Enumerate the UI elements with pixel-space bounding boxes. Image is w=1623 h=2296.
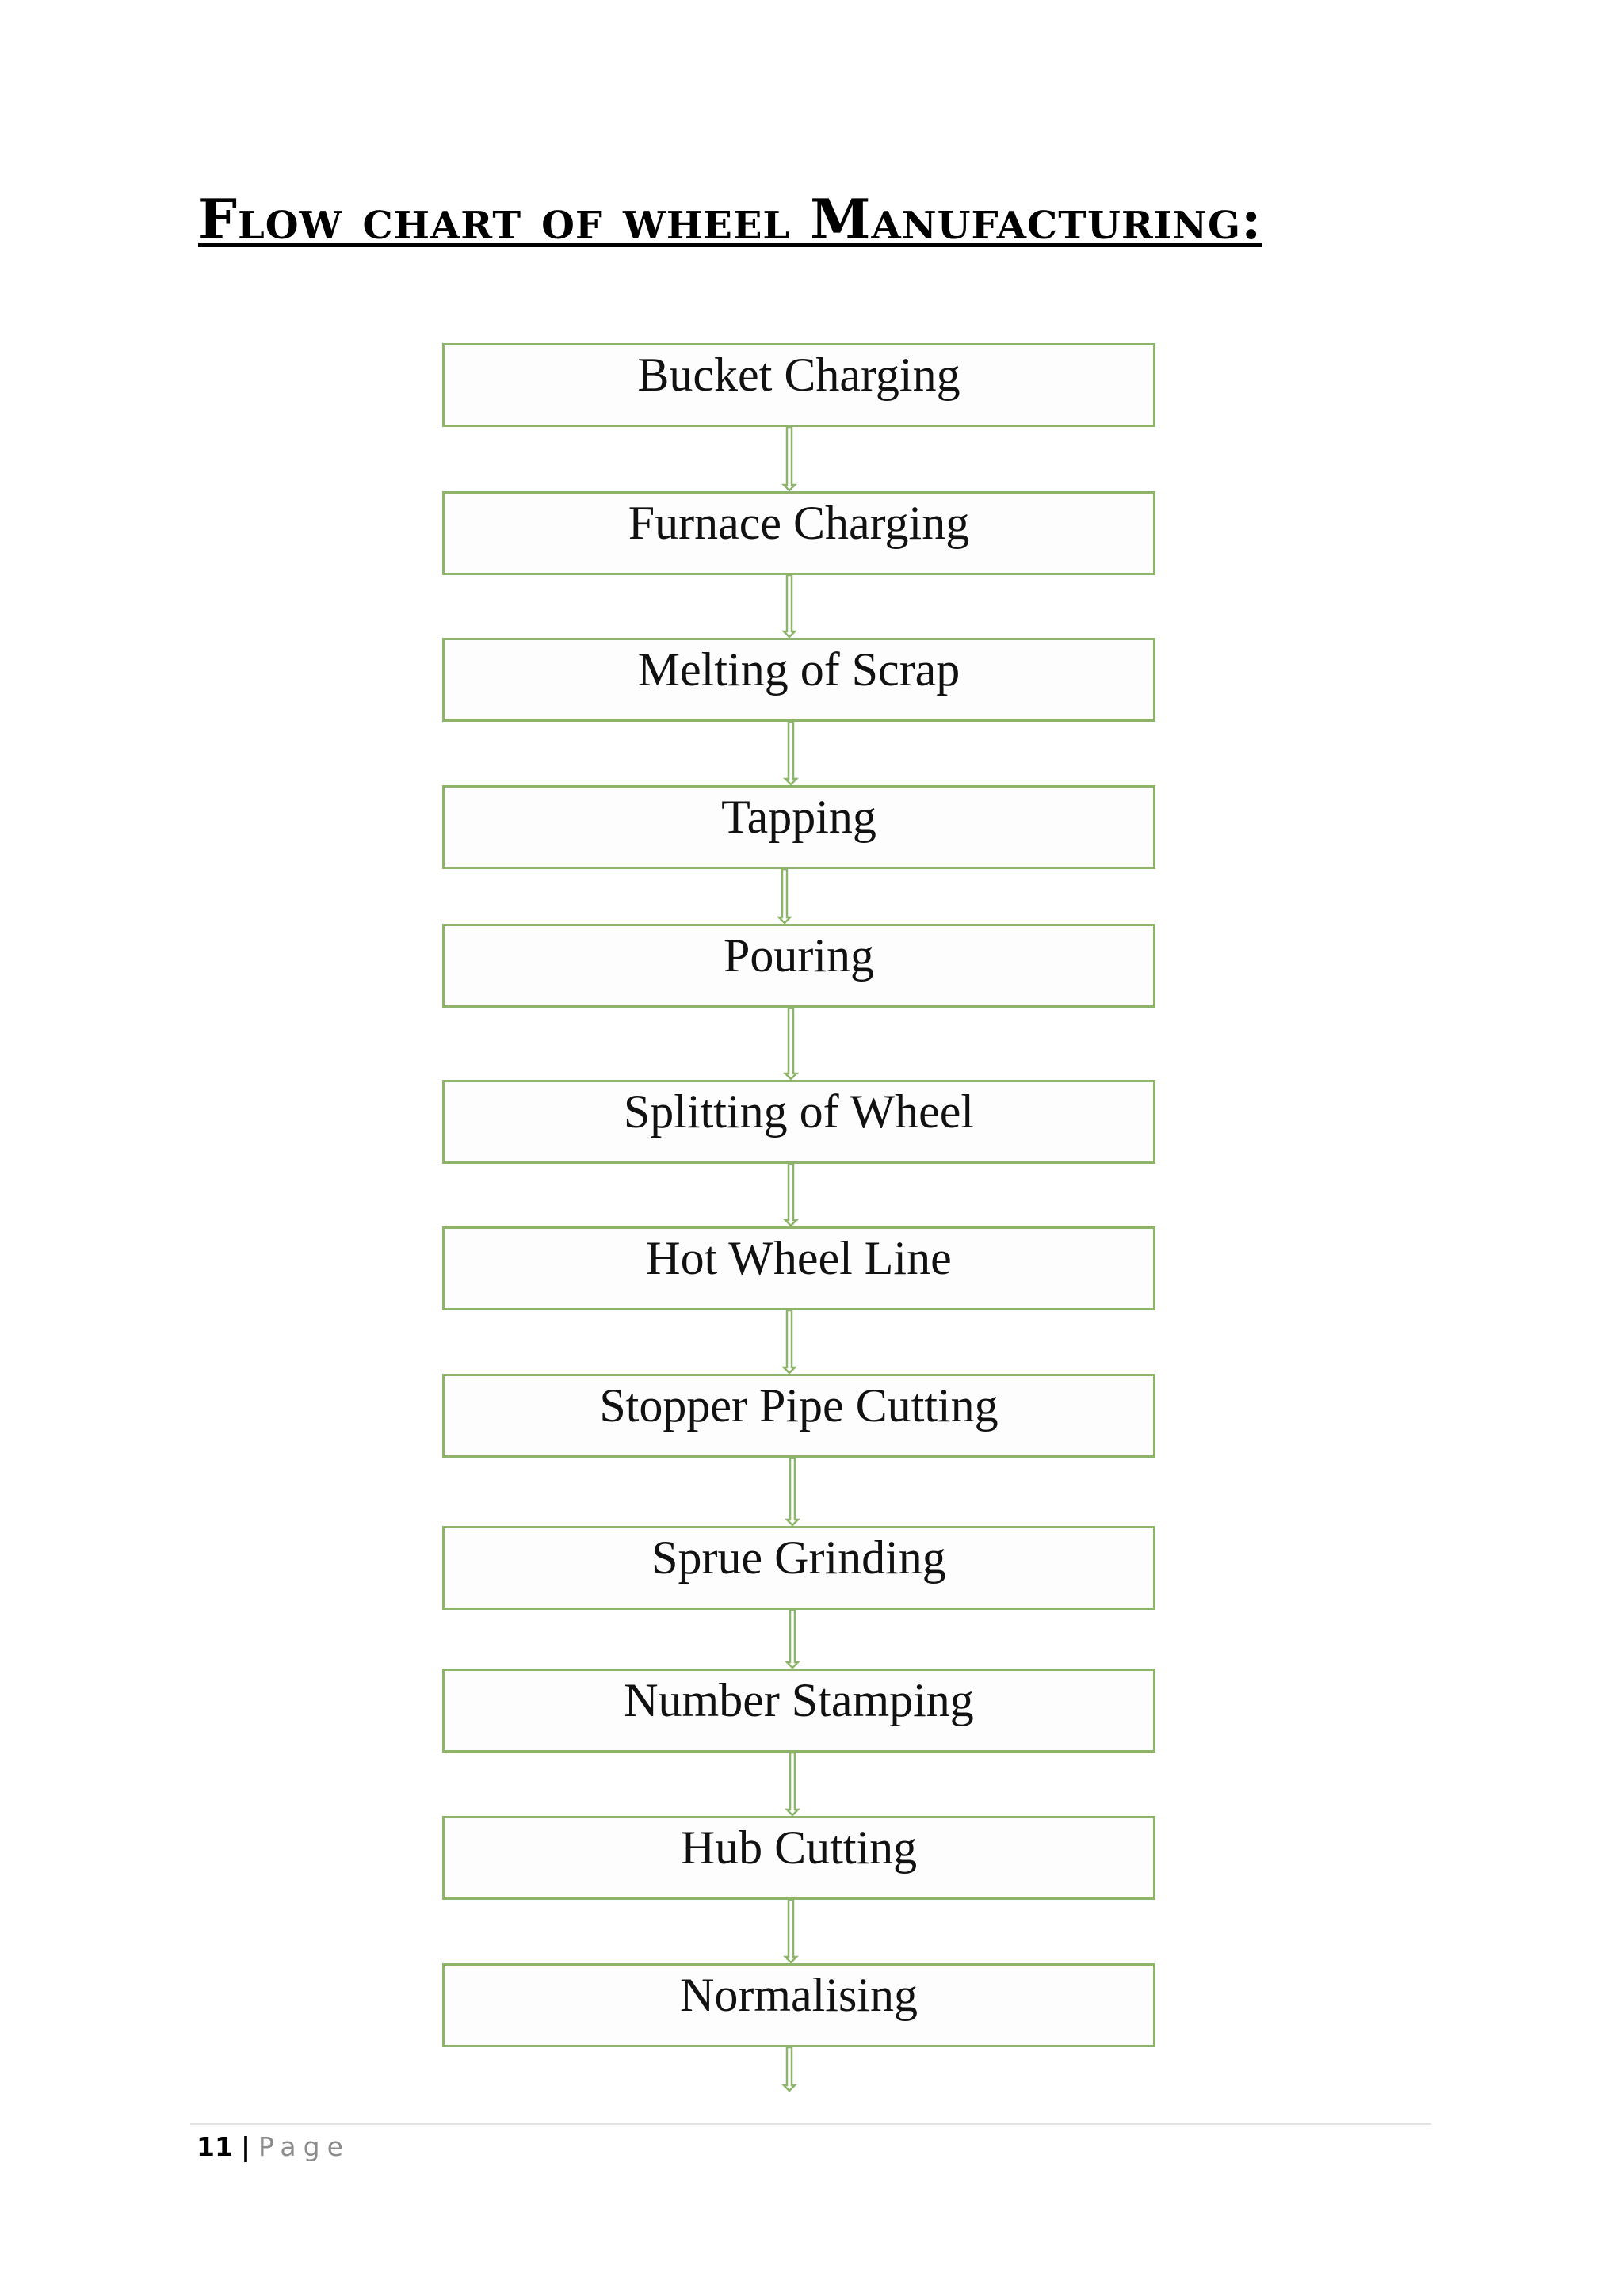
flow-arrow-8: [785, 1458, 800, 1526]
flow-arrow-2: [781, 575, 797, 638]
flow-step-7: Hot Wheel Line: [442, 1226, 1155, 1310]
flow-step-2: Furnace Charging: [442, 491, 1155, 575]
flow-arrow-3: [783, 722, 799, 785]
page-number: 11: [197, 2131, 233, 2162]
flow-step-9: Sprue Grinding: [442, 1526, 1155, 1610]
flow-step-8: Stopper Pipe Cutting: [442, 1374, 1155, 1458]
flow-arrow-6: [783, 1164, 799, 1226]
footer-separator: |: [240, 2131, 250, 2162]
flow-step-1: Bucket Charging: [442, 343, 1155, 427]
flow-arrow-11: [783, 1900, 799, 1963]
flow-arrow-5: [783, 1008, 799, 1080]
flow-arrow-10: [785, 1753, 800, 1816]
flow-step-11: Hub Cutting: [442, 1816, 1155, 1900]
flow-step-5: Pouring: [442, 924, 1155, 1008]
page-label: Page: [258, 2131, 350, 2162]
flow-step-3: Melting of Scrap: [442, 638, 1155, 722]
flow-step-10: Number Stamping: [442, 1669, 1155, 1753]
flow-arrow-7: [781, 1310, 797, 1374]
flow-arrow-12: [781, 2047, 797, 2092]
footer-divider: [190, 2123, 1431, 2125]
flow-arrow-1: [781, 427, 797, 491]
flow-arrow-4: [777, 869, 792, 924]
flow-step-4: Tapping: [442, 785, 1155, 869]
flow-step-12: Normalising: [442, 1963, 1155, 2047]
page-title: Flow chart of wheel Manufacturing:: [198, 188, 1262, 252]
flow-step-6: Splitting of Wheel: [442, 1080, 1155, 1164]
page-footer: [197, 2130, 350, 2164]
flow-arrow-9: [785, 1610, 800, 1669]
